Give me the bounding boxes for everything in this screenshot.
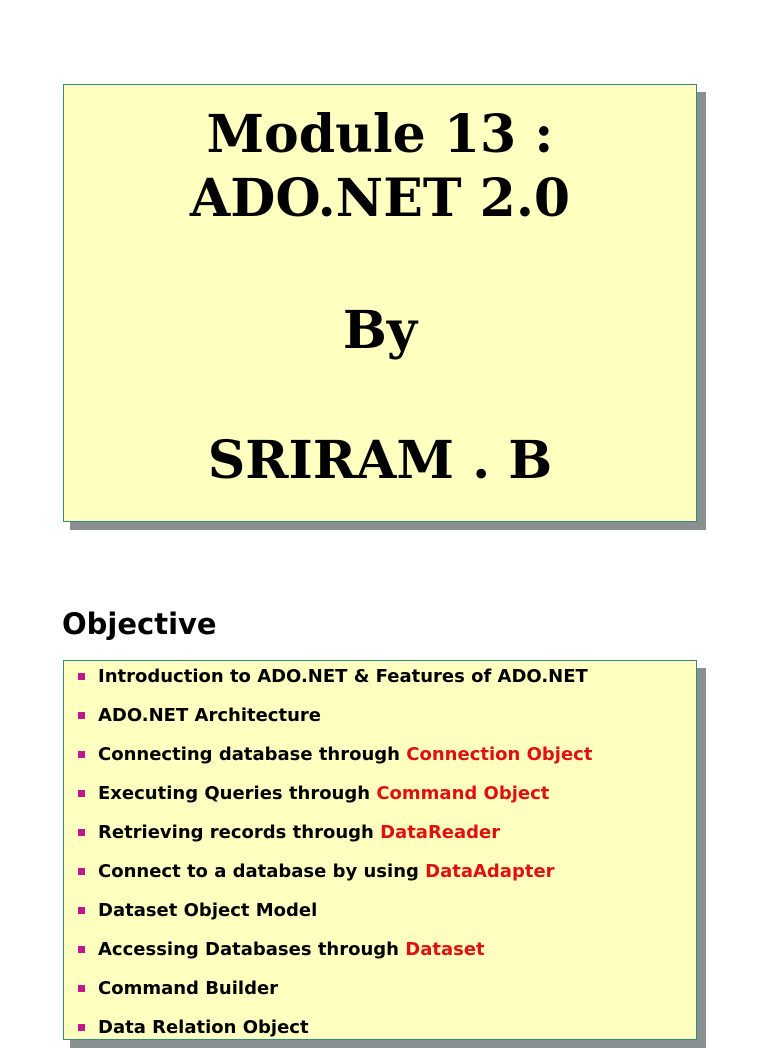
by-label: By: [342, 300, 418, 361]
bullet-icon: [78, 868, 85, 875]
bullet-icon: [78, 946, 85, 953]
list-item-text: Command Builder: [98, 978, 279, 999]
list-item-text: Data Relation Object: [98, 1017, 309, 1038]
title-slide: [63, 84, 697, 522]
bullet-icon: [78, 829, 85, 836]
module-title: Module 13 :: [206, 104, 554, 165]
list-item-highlight: Dataset: [405, 939, 485, 960]
list-item-text: Connecting database through Connection Object: [98, 744, 593, 765]
bullet-icon: [78, 751, 85, 758]
list-item-highlight: DataReader: [380, 822, 501, 843]
course-title: ADO.NET 2.0: [189, 168, 571, 229]
objective-list: [63, 660, 697, 1040]
list-item-text: Connect to a database by using DataAdapter: [98, 861, 555, 882]
list-item-highlight: Command Object: [376, 783, 550, 804]
list-item-text: Introduction to ADO.NET & Features of ADO.NET: [98, 666, 588, 687]
list-item-text: Executing Queries through Command Object: [98, 783, 550, 804]
list-item-text: Dataset Object Model: [98, 900, 318, 921]
bullet-icon: [78, 712, 85, 719]
list-item: [64, 702, 696, 732]
list-item: [64, 741, 696, 771]
bullet-icon: [78, 1024, 85, 1031]
list-item-text: Retrieving records through DataReader: [98, 822, 501, 843]
list-item: [64, 975, 696, 1005]
list-item: [64, 897, 696, 927]
list-item: [64, 819, 696, 849]
bullet-icon: [78, 790, 85, 797]
bullet-icon: [78, 907, 85, 914]
author-name: SRIRAM . B: [207, 430, 553, 491]
bullet-icon: [78, 985, 85, 992]
list-item: [64, 663, 696, 693]
objective-heading: Objective: [62, 607, 217, 641]
list-item: [64, 1014, 696, 1040]
list-item-highlight: Connection Object: [406, 744, 593, 765]
list-item-text: ADO.NET Architecture: [98, 705, 321, 726]
list-item: [64, 858, 696, 888]
bullet-icon: [78, 673, 85, 680]
list-item-text: Accessing Databases through Dataset: [98, 939, 485, 960]
list-item-highlight: DataAdapter: [425, 861, 555, 882]
list-item: [64, 780, 696, 810]
list-item: [64, 936, 696, 966]
